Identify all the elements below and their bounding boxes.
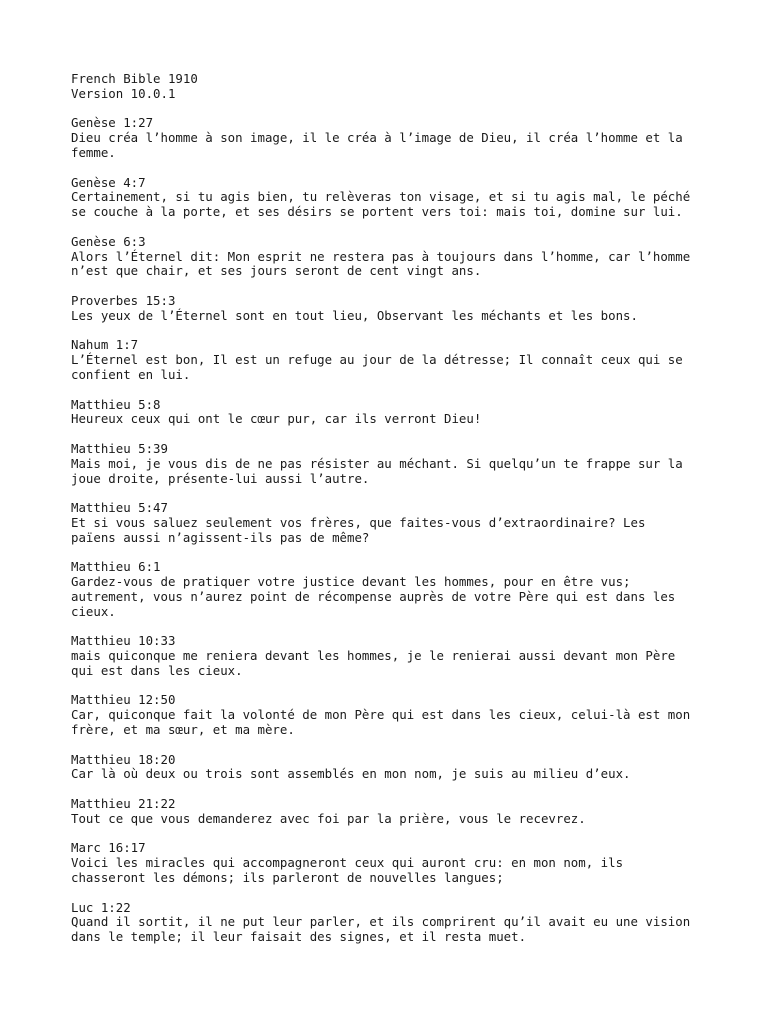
verse-text: Quand il sortit, il ne put leur parler, et ils comprirent qu’il avait eu une vision dans le temple; il leur faisait des signes, et il resta muet. [71, 914, 691, 945]
verse-text: mais quiconque me reniera devant les hommes, je le renierai aussi devant mon Père qui est dans les cieux. [71, 648, 676, 678]
verse-reference: Matthieu 10:33 [71, 633, 176, 649]
verse-text: Les yeux de l’Éternel sont en tout lieu, Observant les méchants et les bons. [71, 307, 638, 323]
verse-item [71, 398, 711, 428]
verse-item [71, 235, 711, 279]
verse-item [71, 634, 711, 678]
verse-reference: Luc 1:22 [71, 899, 131, 915]
verse-item [71, 176, 711, 220]
verse-item [71, 560, 711, 619]
verse-reference: Matthieu 6:1 [71, 559, 161, 575]
verse-item [71, 693, 711, 737]
verse-text: L’Éternel est bon, Il est un refuge au jour de la détresse; Il connaît ceux qui se confient en lui. [71, 352, 683, 382]
verse-text: Et si vous saluez seulement vos frères, que faites-vous d’extraordinaire? Les païens aussi n’agissent-ils pas de même? [71, 514, 646, 545]
verse-item [71, 753, 711, 783]
verse-reference: Genèse 1:27 [71, 115, 154, 131]
verse-item [71, 116, 711, 160]
verse-item [71, 841, 711, 885]
document-version: Version 10.0.1 [71, 85, 176, 101]
verse-reference: Matthieu 5:8 [71, 396, 161, 412]
verse-reference: Nahum 1:7 [71, 337, 139, 353]
document-title: French Bible 1910 [71, 71, 198, 86]
verse-item [71, 442, 711, 486]
verse-text: Tout ce que vous demanderez avec foi par la prière, vous le recevrez. [71, 810, 586, 826]
verse-reference: Proverbes 15:3 [71, 292, 176, 308]
verse-text: Certainement, si tu agis bien, tu relèveras ton visage, et si tu agis mal, le péché se couche à la porte, et ses désirs se portent vers toi: mais toi, domine sur lui. [71, 189, 691, 220]
verse-text: Dieu créa l’homme à son image, il le créa à l’image de Dieu, il créa l’homme et la femme. [71, 130, 683, 160]
document-header [71, 72, 711, 102]
verse-item [71, 338, 711, 382]
verse-text: Alors l’Éternel dit: Mon esprit ne restera pas à toujours dans l’homme, car l’homme n’est que chair, et ses jours seront de cent vingt ans. [71, 248, 691, 279]
verse-text: Car, quiconque fait la volonté de mon Père qui est dans les cieux, celui-là est mon frère, et ma sœur, et ma mère. [71, 707, 691, 738]
verse-text: Gardez-vous de pratiquer votre justice devant les hommes, pour en être vus; autrement, vous n’aurez point de récompense auprès de votre Père qui est dans les cieux. [71, 574, 676, 619]
document-page [71, 72, 711, 960]
verse-text: Heureux ceux qui ont le cœur pur, car ils verront Dieu! [71, 411, 482, 427]
verse-reference: Marc 16:17 [71, 840, 146, 856]
verse-item [71, 901, 711, 945]
verse-item [71, 797, 711, 827]
verse-text: Car là où deux ou trois sont assemblés en mon nom, je suis au milieu d’eux. [71, 766, 631, 782]
verse-reference: Matthieu 18:20 [71, 751, 176, 767]
verse-reference: Genèse 6:3 [71, 233, 146, 249]
verse-text: Voici les miracles qui accompagneront ceux qui auront cru: en mon nom, ils chasseront les démons; ils parleront de nouvelles langues; [71, 855, 624, 886]
verse-item [71, 501, 711, 545]
verse-reference: Matthieu 21:22 [71, 796, 176, 812]
verse-reference: Matthieu 5:39 [71, 440, 168, 456]
verse-reference: Matthieu 5:47 [71, 500, 168, 516]
verse-item [71, 294, 711, 324]
verse-reference: Matthieu 12:50 [71, 692, 176, 708]
verse-reference: Genèse 4:7 [71, 174, 146, 190]
verse-text: Mais moi, je vous dis de ne pas résister au méchant. Si quelqu’un te frappe sur la joue droite, présente-lui aussi l’autre. [71, 455, 683, 486]
